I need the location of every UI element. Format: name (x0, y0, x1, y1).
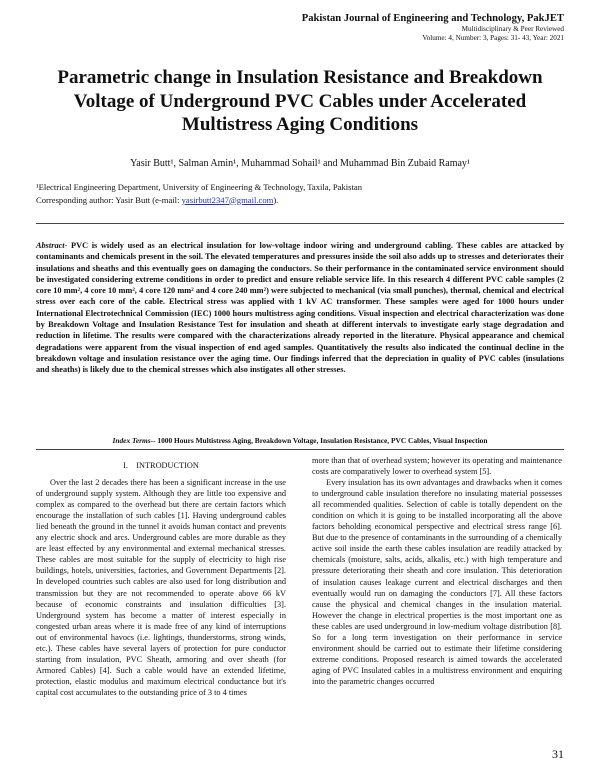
affiliation-block (36, 181, 566, 206)
author-email-link[interactable]: yasirbutt2347@gmail.com (181, 194, 274, 205)
right-column (312, 455, 562, 687)
journal-header (302, 12, 564, 43)
abstract (36, 240, 564, 376)
page-number: 31 (552, 747, 564, 761)
index-terms (36, 436, 564, 446)
index-terms-text: 1000 Hours Multistress Aging, Breakdown Voltage, Insulation Resistance, PVC Cables, Visual Inspection (155, 436, 488, 445)
paper-title: Parametric change in Insulation Resistance and Breakdown Voltage of Underground PVC Cables under Accelerated Multistress Aging Conditions (57, 67, 543, 135)
index-terms-label: Index Terms-- (112, 436, 156, 445)
divider-bottom (36, 449, 564, 450)
author-list: Yasir Butt¹, Salman Amin¹, Muhammad Sohail¹ and Muhammad Bin Zubaid Ramay¹ (130, 158, 470, 169)
abstract-text: PVC is widely used as an electrical insulation for low-voltage indoor wiring and underground cabling. These cables are attacked by contaminants and chemicals present in the soil. The elevated temperatures and pressures inside the soil also adds up to stresses and deteriorates their insulations and sheaths and this eventually goes on damaging the conductors. So their performance in the contaminated service environment should be investigated considering extreme conditions in order to predict and ensure reliable service life. In this research 4 different PVC cable samples (2 core 10 mm², 4 core 10 mm², 4 core 120 mm² and 4 core 240 mm²) were subjected to mechanical (via small punches), thermal, chemical and electrical stress over each core of the cable. Electrical stress was applied with 1 kV AC transformer. These samples were aged for 1000 hours under International Electrotechnical Commission (IEC) 1000 hours multistress aging conditions. Visual inspection and electrical characterization was done by Breakdown Voltage and Insulation Resistance Test for insulation and sheath at different intervals to investigate early stage degradation and reduction in lifetime. The results were compared with the characterizations already reported in the literature. Physical appearance and chemical degradations were apparent from the visual inspection of end aged samples. Quantitatively the results also indicated the continual decline in the breakdown voltage and insulation resistance over the aging time. Our findings inferred that the depreciation in quality of PVC cables (insulations and sheaths) is likely due to the chemical stresses which also instigates all other stresses. (36, 241, 564, 375)
corresponding-author (36, 194, 566, 207)
abstract-label: Abstract- (36, 241, 68, 250)
paragraph: Over the last 2 decades there has been a significant increase in the use of underground supply system. Although they are little too expensive and complex as compared to the overhead but there are certain factors which encourage the installation of such cables [1]. Having underground cables lied beneath the ground in the tunnel it avoids human contact and prevents any electric shock and arcs. Underground cables are more durable as they are least effected by any environmental and external mechanical stresses. These cables are most suitable for the supply of electricity to high rise buildings, hotels, universities, factories, and Government Departments [2]. In developed countries such cables are also used for long distribution and transmission but they are not recommended to operate above 66 kV because of economic constraints and insulation difficulties [3]. Underground system has become a matter of interest especially in congested urban areas where it is made free of any kind of interruptions out of environmental havocs (i.e. lightings, thunderstorms, strong winds, etc.). These cables have several layers of protection for pure conductor starting from insulation, PVC Sheath, armoring and over sheath (for Armored Cables) [4]. Such a cable would have an extended lifetime, protection, elastic modulus and maximum electrical conductance but it's capital cost accumulates to the outstanding price of 3 to 4 times (36, 478, 286, 697)
paragraph: Every insulation has its own advantages and drawbacks when it comes to underground cable insulation therefore no insulating material possesses all recommended qualities. Selection of cable is totally dependent on the condition on which it is going to be installed incorporating all the above factors beholding economical perspective and electrical stress range [6]. But due to the presence of contaminants in the surrounding of a chemically active soil inside the earth these cables insulation are readily attacked by chemicals (moisture, salts, acids, alkalis, etc.) with high temperature and pressure deteriorating their sheath and core insulation. This deterioration of insulation causes leakage current and electrical discharges and then eventually would run on damaging the conductors [7]. All these factors cause the physical and chemical changes in the insulation material. However the change in electrical properties is the most important one as these cables are used underground in low-medium voltage distribution [8]. So for a long term investigation on their performance in service environment should be carried out to estimate their lifetime considering extreme conditions. Proposed research is aimed towards the accelerated aging of PVC Insulated cables in a multistress environment and enquiring into the parametric changes occurred (312, 478, 562, 686)
left-column (36, 460, 286, 698)
journal-name: Pakistan Journal of Engineering and Technology, PakJET (301, 13, 564, 24)
corresponding-prefix: Corresponding author: Yasir Butt (e-mail: (36, 194, 182, 205)
journal-volume: Volume: 4, Number: 3, Pages: 31- 43, Year: 2021 (422, 34, 564, 42)
corresponding-suffix: ). (273, 194, 279, 205)
journal-subtitle: Multidisciplinary & Peer Reviewed (461, 25, 564, 33)
divider-top (36, 223, 564, 224)
affiliation-department: ¹Electrical Engineering Department, University of Engineering & Technology, Taxila, Pakistan (36, 182, 363, 192)
paragraph: more than that of overhead system; however its operating and maintenance costs are comparatively lower to overhead system [5]. (312, 456, 562, 477)
section-heading: I. INTRODUCTION (123, 461, 199, 470)
